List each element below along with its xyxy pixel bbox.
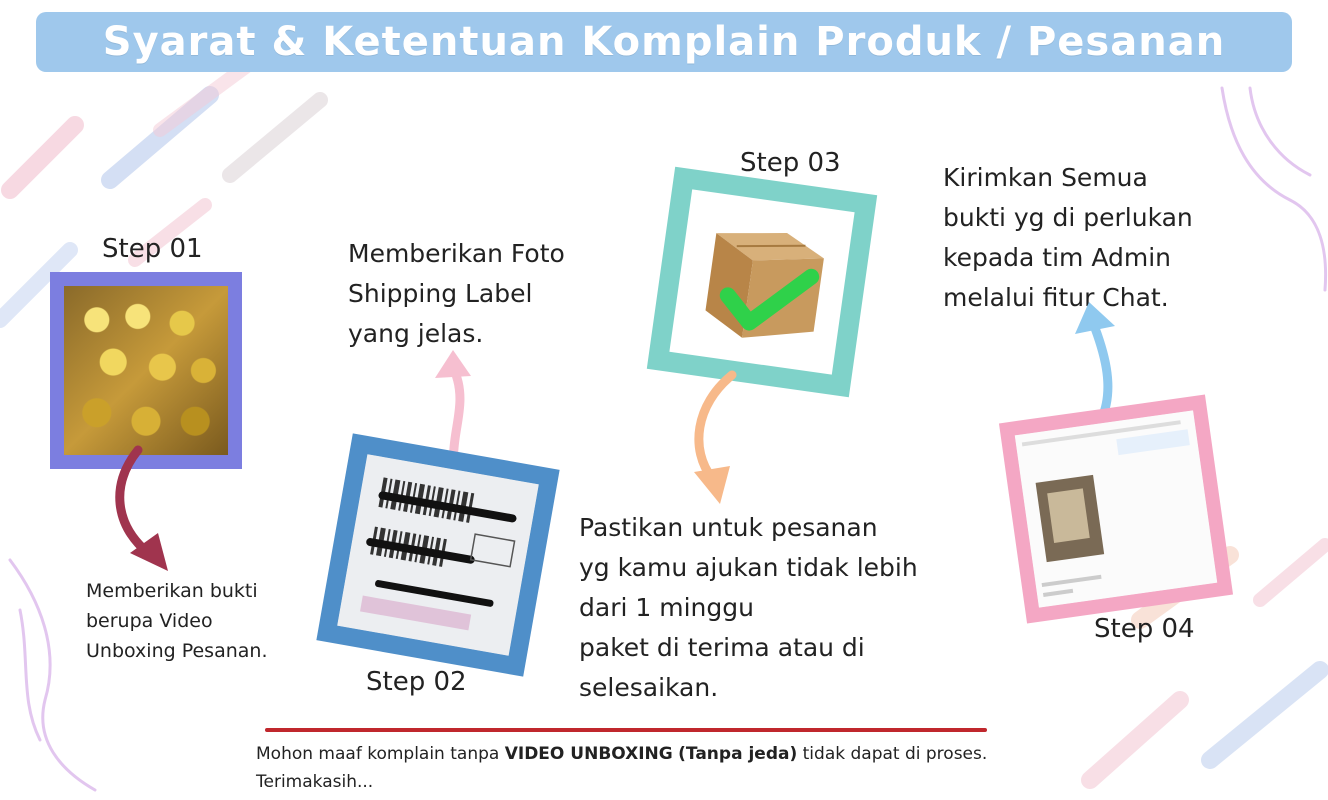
footer-line-2: Terimakasih... [256,772,374,792]
step-03-arrow [680,370,770,510]
step-03-description: Pastikan untuk pesanan yg kamu ajukan tidak lebih dari 1 minggu paket di terima atau di selesaikan. [579,513,918,702]
step-01-description: Memberikan bukti berupa Video Unboxing Pesanan. [86,580,268,662]
shipping-label-photo [337,454,539,656]
step-01-photo-frame [50,272,242,469]
step-03-label: Step 03 [740,148,841,178]
step-04-description: Kirimkan Semua bukti yg di perlukan kepada tim Admin melalui fitur Chat. [943,163,1193,312]
step-04-label: Step 04 [1094,614,1195,644]
step-02-label: Step 02 [366,667,467,697]
page-title: Syarat & Ketentuan Komplain Produk / Pesanan [102,19,1226,65]
footer-note [256,740,987,796]
step-02-description: Memberikan Foto Shipping Label yang jelas. [348,239,565,348]
step-03-photo-frame [647,167,877,397]
header-banner [36,12,1292,72]
step-04-photo-frame [999,395,1233,624]
step-01-label: Step 01 [102,234,203,264]
chat-screenshot-photo [1015,410,1217,607]
step-01-arrow [100,445,190,575]
footer-line-1: Mohon maaf komplain tanpa VIDEO UNBOXING (Tanpa jeda) tidak dapat di proses. [256,744,988,764]
step-02-photo-frame [316,433,559,676]
divider-line [265,728,987,732]
unboxing-photo [64,286,228,455]
